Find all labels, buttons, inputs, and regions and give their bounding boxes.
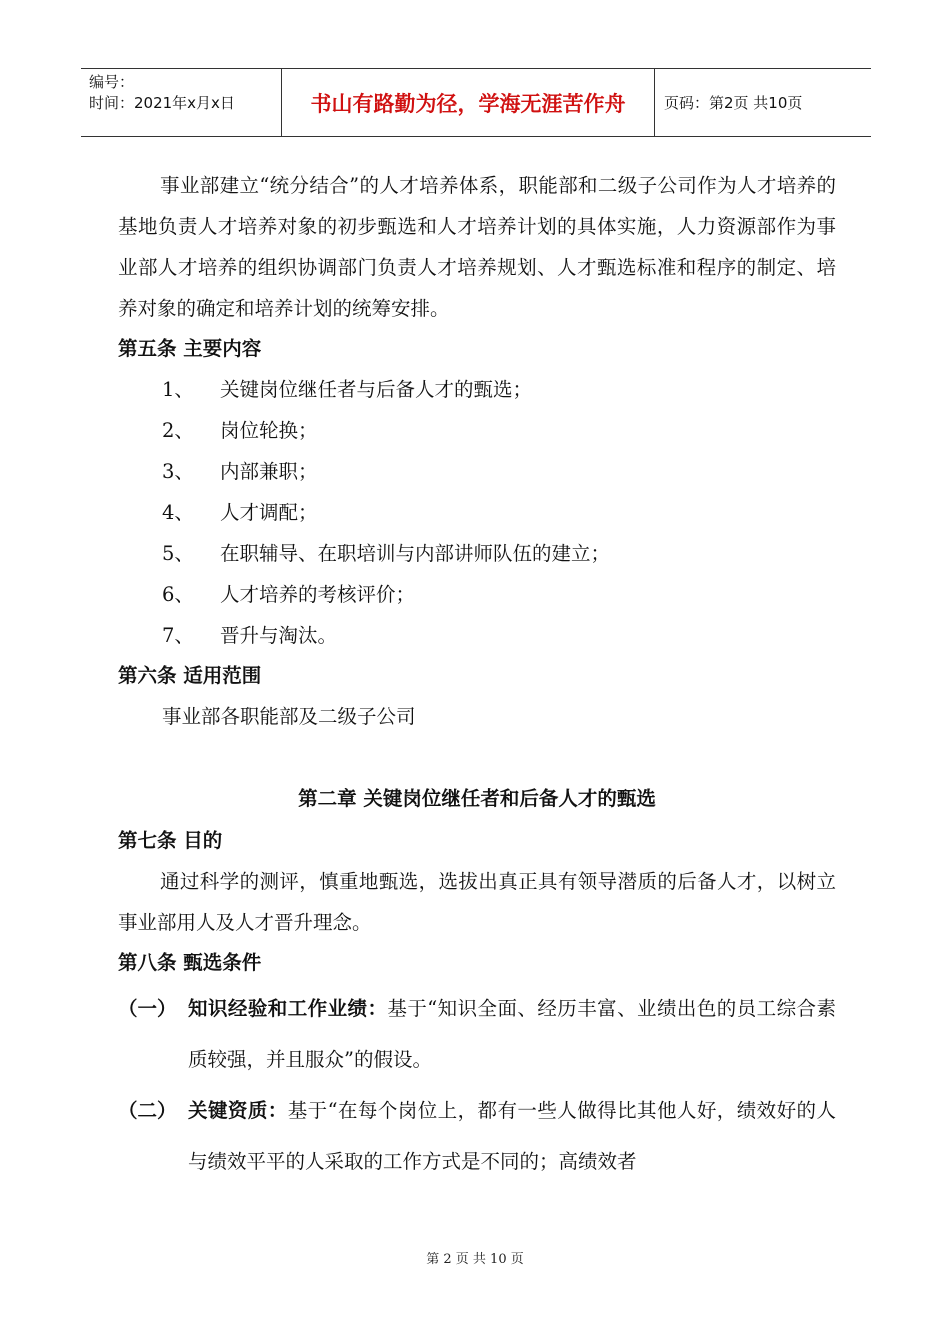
list-item [118,492,836,533]
article-5-list [118,369,836,656]
chapter-2-title: 第二章 关键岗位继任者和后备人才的甄选 [298,787,656,810]
condition-number: （二） [118,1099,177,1122]
article-7-title: 第七条 目的 [118,829,223,852]
article-7-paragraph: 通过科学的测评，慎重地甄选，选拔出真正具有领导潜质的后备人才，以树立事业部用人及人才晋升理念。 [118,870,836,934]
condition-item [118,983,836,1085]
list-item-number: 2、 [162,419,194,442]
condition-number: （一） [118,997,177,1020]
list-item-number: 3、 [162,460,194,483]
list-item-number: 5、 [162,542,194,565]
list-item-number: 6、 [162,583,194,606]
article-5-title: 第五条 主要内容 [118,337,262,360]
document-body [118,165,836,1187]
condition-text: 基于“知识全面、经历丰富、业绩出色的员工综合素质较强，并且服众”的假设。 [188,997,836,1071]
list-item [118,369,836,410]
condition-text: 基于“在每个岗位上，都有一些人做得比其他人好，绩效好的人与绩效平平的人采取的工作方式是不同的；高绩效者 [188,1099,836,1173]
condition-item [118,1085,836,1187]
condition-label: 知识经验和工作业绩： [188,997,388,1020]
list-item-text: 晋升与淘汰。 [220,624,338,647]
header-motto: 书山有路勤为径，学海无涯苦作舟 [281,69,655,136]
article-6-text: 事业部各职能部及二级子公司 [162,705,416,728]
list-item [118,533,836,574]
article-6-title: 第六条 适用范围 [118,664,262,687]
list-item-number: 7、 [162,624,194,647]
document-date: 时间：2021年x月x日 [89,94,235,112]
list-item [118,574,836,615]
list-item [118,451,836,492]
intro-paragraph: 事业部建立“统分结合”的人才培养体系，职能部和二级子公司作为人才培养的基地负责人才培养对象的初步甄选和人才培养计划的具体实施，人力资源部作为事业部人才培养的组织协调部门负责人才培养规划、人才甄选标准和程序的制定、培养对象的确定和培养计划的统筹安排。 [118,174,836,320]
list-item [118,615,836,656]
document-number-label: 编号： [89,73,135,91]
condition-body [188,983,836,1085]
list-item-text: 人才调配； [220,501,318,524]
header-meta [81,69,281,136]
list-item-text: 人才培养的考核评价； [220,583,416,606]
article-8-title: 第八条 甄选条件 [118,951,262,974]
page-footer: 第 2 页 共 10 页 [426,1252,524,1267]
list-item-number: 1、 [162,378,194,401]
condition-body [188,1085,836,1187]
list-item [118,410,836,451]
document-header [81,68,871,137]
list-item-text: 内部兼职； [220,460,318,483]
list-item-number: 4、 [162,501,194,524]
header-page-info: 页码：第2页 共10页 [664,94,803,112]
list-item-text: 岗位轮换； [220,419,318,442]
condition-label: 关键资质： [188,1099,288,1122]
list-item-text: 关键岗位继任者与后备人才的甄选； [220,378,533,401]
list-item-text: 在职辅导、在职培训与内部讲师队伍的建立； [220,542,611,565]
